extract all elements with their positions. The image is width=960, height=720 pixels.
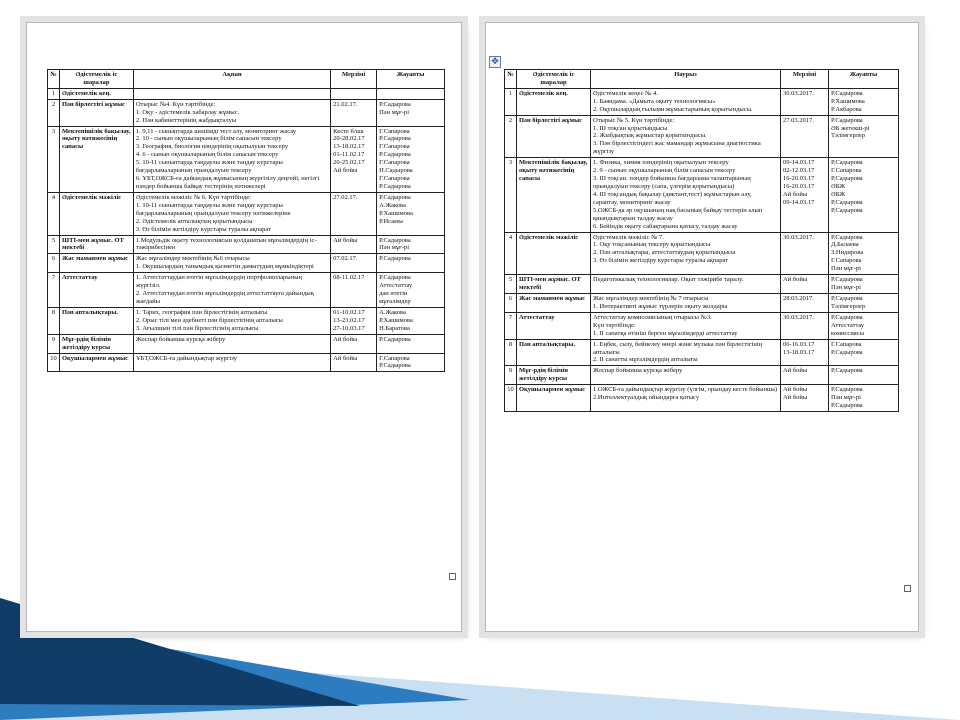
col-header-responsible: Жауапты xyxy=(377,70,445,89)
deadline-line: Ай бойы xyxy=(333,167,358,175)
table-row xyxy=(48,126,445,192)
responsible-line: Тәлімгерлер xyxy=(831,302,866,310)
document-page-march xyxy=(485,22,919,632)
deadline-cell xyxy=(781,385,829,412)
content-line: 1.Модульдік оқыту технологиясын қолданатын мұғалімдердің іс-тәжірибесінен xyxy=(135,236,317,252)
table-resize-icon-right[interactable] xyxy=(904,585,911,592)
responsible-line: Г.Сапарова xyxy=(831,340,862,348)
table-row xyxy=(505,275,899,294)
responsible-cell xyxy=(377,88,445,99)
plan-table-february xyxy=(47,69,445,372)
content-line: Жоспар бойынша курсқа жіберу xyxy=(593,367,683,375)
content-line: 2. Пән апталықтары, аттестаттаудың қорытындысы xyxy=(593,249,736,257)
content-line: 2. Оқушылардың ғылыми жұмыстарының қорытындысы. xyxy=(593,105,753,113)
section-cell: Мұғ-рдің білімін жетілдіру курсы xyxy=(517,366,591,385)
deadline-cell xyxy=(781,312,829,339)
deadline-cell xyxy=(781,158,829,232)
col-header-deadline: Мерзімі xyxy=(781,70,829,89)
responsible-cell xyxy=(377,334,445,353)
content-line: 1. Оқушылардың танымдық қызметін дамытудың мұмкіндіктері xyxy=(135,263,314,271)
content-line: 1. Оқу тоқсанының тексеру қорытындысы xyxy=(593,241,711,249)
content-line: 3. Ағылшын тілі пән бірлестігінің апталығы xyxy=(135,324,259,332)
col-header-activities: Әдістемелік іс шаралар xyxy=(59,70,133,89)
section-cell: Жас маманмен жұмыс xyxy=(517,293,591,312)
responsible-cell xyxy=(829,312,899,339)
plan-table-march xyxy=(504,69,899,412)
content-cell xyxy=(133,273,330,308)
deadline-cell xyxy=(331,353,377,372)
content-line: 4. 6 - сынып оқушыларының білім сапасын тексеру xyxy=(135,151,279,159)
responsible-line: Р.Садырова xyxy=(831,198,863,206)
responsible-line: Пән мұғ-рі xyxy=(831,284,861,292)
content-cell xyxy=(591,88,781,115)
content-line: 5.ОЖСБ-да әр оқушының нақ басының байқау тестерін алып қиындықтарын талдау жасау xyxy=(593,206,763,222)
row-number-cell: 2 xyxy=(505,115,517,158)
content-line: Жоспар бойынша курсқа жіберу xyxy=(135,335,226,343)
col-header-deadline: Мерзімі xyxy=(331,70,377,89)
deadline-line: 16-20.03.17 xyxy=(783,182,815,190)
content-line: Аттестаттау комиссиясының отырысы №3. xyxy=(593,313,712,321)
section-cell: Жас маманмен жұмыс xyxy=(59,254,133,273)
deadline-line: 30.03.2017. xyxy=(783,313,814,321)
table-row xyxy=(48,307,445,334)
deadline-line: 30.03.2017. xyxy=(783,89,814,97)
responsible-line: Р.Садырова xyxy=(379,182,411,190)
section-cell: Аттестаттау xyxy=(517,312,591,339)
responsible-cell xyxy=(377,254,445,273)
row-number-cell: 7 xyxy=(505,312,517,339)
row-number-cell: 10 xyxy=(48,353,60,372)
section-cell: ШТІ-мен жұмыс. ОТ мектебі xyxy=(517,275,591,294)
responsible-line: Аттестаттау xyxy=(831,321,865,329)
responsible-line: Р.Исаева xyxy=(379,217,403,225)
responsible-line: Г.Сапарова xyxy=(379,143,410,151)
content-cell xyxy=(133,307,330,334)
deadline-cell xyxy=(781,366,829,385)
section-cell: Мектепішілік бақылау, оқыту нәтижесінің сапасы xyxy=(59,126,133,192)
deadline-line: 07.02.17. xyxy=(333,255,358,263)
content-line: 1. 9,11 - сыныптарда шешімді тест алу, мониторинг жасау xyxy=(135,127,297,135)
deadline-cell xyxy=(781,339,829,366)
responsible-line: Пән мұғ-рі xyxy=(831,265,861,273)
deadline-cell xyxy=(331,273,377,308)
content-line: Отырыс №4. Күн тәртібінде: xyxy=(135,100,216,108)
responsible-line: Р.Хашимова xyxy=(379,209,413,217)
deadline-cell xyxy=(331,192,377,235)
table-row xyxy=(48,192,445,235)
content-line: Әдістемелік мәжіліс № 6. Күн тәртібінде: xyxy=(135,193,252,201)
responsible-cell xyxy=(829,158,899,232)
row-number-cell: 5 xyxy=(505,275,517,294)
responsible-line: Пән мұғ-рі xyxy=(379,108,410,116)
row-number-cell: 3 xyxy=(48,126,60,192)
row-number-cell: 10 xyxy=(505,385,517,412)
row-number-cell: 6 xyxy=(48,254,60,273)
table-row xyxy=(505,158,899,232)
content-line: 6. Бейіндік оқыту сабақтарына қатысу, талдау жасау xyxy=(593,222,738,230)
deadline-cell xyxy=(331,235,377,254)
row-number-cell: 1 xyxy=(48,88,60,99)
deadline-line: Ай бойы xyxy=(783,394,808,402)
content-line: Жас мұғалімдер мектебінің №6 отырысы xyxy=(135,255,250,263)
section-cell: Әдістемелік мәжіліс xyxy=(517,232,591,275)
responsible-line: Р.Садырова xyxy=(831,159,863,167)
responsible-line: Р.Садырова xyxy=(831,367,863,375)
deadline-cell xyxy=(781,88,829,115)
content-line: 2. 9 - сынып оқушыларының білім сапасын тексеру xyxy=(593,167,736,175)
content-line: 1. Баяндама. «Дамыта оқыту технологиясы» xyxy=(593,97,716,105)
table-header-row xyxy=(505,70,899,89)
content-line: Әдістемелік кеңес № 4. xyxy=(593,89,658,97)
responsible-cell xyxy=(829,115,899,158)
content-line: 2.Интеллектуалдық ойындарға қатысу xyxy=(593,394,700,402)
responsible-cell xyxy=(377,99,445,126)
section-cell: Әдістемелік кең. xyxy=(59,88,133,99)
responsible-line: З.Нидирова xyxy=(831,249,864,257)
responsible-line: Пән мұғ-рі xyxy=(831,394,861,402)
responsible-line: Р.Садырова xyxy=(379,255,411,263)
content-line: 1. Еңбек, сызу, бейнелеу өнері және музыка пән бірлестігінің апталығы xyxy=(593,340,763,356)
responsible-cell xyxy=(829,385,899,412)
section-cell: Оқушылармен жұмыс xyxy=(517,385,591,412)
content-line: 1. Аттестаттаудан өтетін мұғалімдердің портфолиоларының жүргізіл. xyxy=(135,274,302,290)
section-cell: Аттестаттау xyxy=(59,273,133,308)
responsible-cell xyxy=(377,192,445,235)
responsible-line: Р.Садырова xyxy=(379,135,411,143)
section-cell: Әдістемелік мәжіліс xyxy=(59,192,133,235)
section-cell: Мектепішілік бақылау, оқыту нәтижесінің сапасы xyxy=(517,158,591,232)
deadline-line: Ай бойы xyxy=(333,335,358,343)
responsible-line: Р.Садырова xyxy=(831,348,863,356)
table-resize-icon-left[interactable] xyxy=(449,573,456,580)
section-cell: Мұғ-рдің білімін жетілдіру курсы xyxy=(59,334,133,353)
col-header-month: Ақпан xyxy=(133,70,330,89)
responsible-line: А.Жакова xyxy=(379,201,406,209)
responsible-line: ӘБЖ xyxy=(831,182,846,190)
document-page-february xyxy=(26,22,462,632)
responsible-line: Р.Садырова xyxy=(379,100,411,108)
section-cell: Оқушылармен жұмыс xyxy=(59,353,133,372)
deadline-cell xyxy=(331,307,377,334)
deadline-line: 13-23.02.17 xyxy=(333,316,365,324)
row-number-cell: 7 xyxy=(48,273,60,308)
table-row xyxy=(505,366,899,385)
content-cell xyxy=(591,293,781,312)
row-number-cell: 2 xyxy=(48,99,60,126)
content-cell xyxy=(591,232,781,275)
content-cell xyxy=(591,312,781,339)
section-cell: Пән апталықтары. xyxy=(59,307,133,334)
row-number-cell: 6 xyxy=(505,293,517,312)
table-row xyxy=(48,334,445,353)
content-line: 1. Тарих, география пән бірлестігінің апталығы xyxy=(135,308,268,316)
responsible-line: Р.Акбарова xyxy=(831,105,862,113)
table-row xyxy=(505,385,899,412)
responsible-line: Р.Садырова xyxy=(831,402,863,410)
content-line: 1. Интерактивті жұмыс түрлерін оқыту жолдары xyxy=(593,302,728,310)
responsible-line: Р.Хашимова xyxy=(379,316,413,324)
responsible-line: Г.Сапарова xyxy=(379,175,410,183)
deadline-line: 16-20.03.17 xyxy=(783,175,815,183)
responsible-line: ӘБ жетекш-рі xyxy=(831,124,870,132)
table-row xyxy=(505,293,899,312)
content-cell xyxy=(591,385,781,412)
col-header-activities: Әдістемелік іс шаралар xyxy=(517,70,591,89)
responsible-cell xyxy=(829,232,899,275)
row-number-cell: 1 xyxy=(505,88,517,115)
deadline-cell xyxy=(781,232,829,275)
responsible-line: Р.Садырова xyxy=(379,274,411,282)
content-cell xyxy=(133,88,330,99)
content-line: 1.ОЖСБ-ға дайындықтар жүргізу (үлгім, орындау кесте бойынша) xyxy=(593,386,778,394)
table-header-row xyxy=(48,70,445,89)
content-line: 4. ІІІ тоқсандық бақылау (диктант,тест) жұмыстарын алу, сараптау, мониторинг жасау xyxy=(593,190,752,206)
responsible-line: Тәлімгерлер xyxy=(831,132,866,140)
content-cell xyxy=(591,158,781,232)
content-line: 3. География, биология пәндерінің оқытылуын тексеру xyxy=(135,143,289,151)
responsible-line: Р.Садырова xyxy=(379,335,411,343)
section-cell: Пән бірлестігі жұмыс xyxy=(59,99,133,126)
deadline-cell xyxy=(781,293,829,312)
row-number-cell: 8 xyxy=(48,307,60,334)
table-row xyxy=(505,232,899,275)
deadline-line: 09-14.03.17 xyxy=(783,159,815,167)
responsible-line: дан өтетін xyxy=(379,290,408,298)
deadline-line: 20-28.02.17 xyxy=(333,135,365,143)
deadline-line: 27.02.17. xyxy=(333,193,358,201)
table-row xyxy=(48,235,445,254)
col-header-month: Наурыз xyxy=(591,70,781,89)
deadline-line: Кесте б/ша xyxy=(333,127,364,135)
table-row xyxy=(505,88,899,115)
deadline-line: 27-10.03.17 xyxy=(333,324,365,332)
responsible-line: Г.Сапарова xyxy=(379,159,410,167)
row-number-cell: 8 xyxy=(505,339,517,366)
content-line: 1. ІІ санатқа өтініш берген мұғалімдерді аттестаттау xyxy=(593,329,738,337)
table-row xyxy=(48,88,445,99)
content-line: 5. 10-11 сыныптарда таңдаулы және таңдау курстары бағдарламаларының орындалуын тексеру xyxy=(135,159,283,175)
responsible-line: Р.Садырова xyxy=(831,386,863,394)
content-line: ҰБТ,ОЖСБ-ға дайындықтар жүргізу xyxy=(135,354,237,362)
deadline-line: Ай бойы xyxy=(783,190,808,198)
deadline-line: Ай бойы xyxy=(333,354,358,362)
responsible-line: Н.Садырова xyxy=(379,167,413,175)
content-line: 3. ІІІ тоқсан. пәндер бойынша бағдарлама талаптарының орындалуын тексеру (сапа, үлгерім қорытындысы) xyxy=(593,175,751,190)
responsible-cell xyxy=(829,366,899,385)
deadline-cell xyxy=(331,99,377,126)
responsible-cell xyxy=(829,293,899,312)
row-number-cell: 9 xyxy=(505,366,517,385)
section-cell: Пән бірлестігі жұмыс xyxy=(517,115,591,158)
content-cell xyxy=(591,366,781,385)
responsible-line: А.Жакова xyxy=(379,308,406,316)
col-header-responsible: Жауапты xyxy=(829,70,899,89)
content-line: 1. Физика, химия пәндерінің оқытылуын тексеру xyxy=(593,159,729,167)
row-number-cell: 3 xyxy=(505,158,517,232)
responsible-line: мұғалімдер xyxy=(379,297,411,305)
deadline-line: 30.03.2017. xyxy=(783,233,814,241)
content-line: 3. Пән бірлестігіндегі жас мамандар жұмысына диагностика жүргізу xyxy=(593,140,761,156)
responsible-line: Р.Садырова xyxy=(831,89,863,97)
responsible-line: Г.Сапарова xyxy=(379,127,410,135)
content-cell xyxy=(133,334,330,353)
responsible-line: Р.Садырова xyxy=(831,206,863,214)
section-cell: ШТІ-мен жұмыс. ОТ мектебі xyxy=(59,235,133,254)
col-header-number: № xyxy=(505,70,517,89)
table-row xyxy=(505,312,899,339)
deadline-line: 28.03.2017. xyxy=(783,294,814,302)
deadline-line: 21.02.17. xyxy=(333,100,358,108)
row-number-cell: 9 xyxy=(48,334,60,353)
deadline-line: 13-18.02.17 xyxy=(333,143,365,151)
deadline-line: 20-25.02.17 xyxy=(333,159,365,167)
col-header-number: № xyxy=(48,70,60,89)
deadline-line: Ай бойы xyxy=(783,386,808,394)
responsible-line: Р.Садырова xyxy=(379,151,411,159)
table-row xyxy=(48,254,445,273)
responsible-line: Аттестаттау xyxy=(379,282,413,290)
content-cell xyxy=(133,126,330,192)
responsible-line: Р.Садырова xyxy=(831,175,863,183)
content-cell xyxy=(133,254,330,273)
content-line: 1. 10-11 сыныптарда таңдаулы және таңдау курстары бағдарламаларының орындалуын тексеру нәтижелеріне xyxy=(135,201,291,217)
responsible-line: Р.Хашимова xyxy=(831,97,865,105)
deadline-line: Ай бойы xyxy=(783,276,808,284)
row-number-cell: 4 xyxy=(48,192,60,235)
content-line: Отырыс № 5. Күн тәртібінде: xyxy=(593,116,675,124)
table-row xyxy=(48,353,445,372)
responsible-line: Г.Сапарова xyxy=(379,354,410,362)
responsible-line: Р.Садырова xyxy=(379,236,411,244)
section-cell: Әдістемелік кең. xyxy=(517,88,591,115)
content-line: 2. Пән кабинеттерінің жабдықталуы xyxy=(135,116,237,124)
row-number-cell: 5 xyxy=(48,235,60,254)
responsible-line: Р.Садырова xyxy=(379,193,411,201)
content-line: 2. Аттестаттаудан өтетін мұғалімдердің аттестаттауға дайындық жағдайы xyxy=(135,290,314,305)
responsible-line: комиссиясы xyxy=(831,329,865,337)
deadline-cell xyxy=(781,115,829,158)
deadline-line: 01-11.02.17 xyxy=(333,151,365,159)
table-row xyxy=(48,99,445,126)
deadline-line: Ай бойы xyxy=(783,367,808,375)
deadline-line: 01-10.02.17 xyxy=(333,308,365,316)
responsible-line: Р.Садырова xyxy=(379,362,411,370)
content-cell xyxy=(133,192,330,235)
responsible-line: Г.Сапарова xyxy=(831,167,862,175)
deadline-line: 13-18.03.17 xyxy=(783,348,815,356)
responsible-line: Р.Садырова xyxy=(831,116,863,124)
responsible-line: Р.Садырова xyxy=(831,276,863,284)
table-row xyxy=(505,115,899,158)
content-cell xyxy=(133,353,330,372)
responsible-line: Р.Садырова xyxy=(831,294,863,302)
content-cell xyxy=(133,99,330,126)
content-line: Жас мұғалімдер мектебінің № 7 отырысы xyxy=(593,294,709,302)
content-line: 2. Жыбдықтық жұмыстар қорытындысы. xyxy=(593,132,707,140)
content-line: Күн тәртібінде: xyxy=(593,321,636,329)
responsible-cell xyxy=(377,307,445,334)
responsible-cell xyxy=(829,88,899,115)
table-row xyxy=(48,273,445,308)
responsible-line: Д.Балаева xyxy=(831,241,859,249)
table-move-icon[interactable]: ✥ xyxy=(489,56,501,68)
responsible-line: Г.Сапарова xyxy=(831,257,862,265)
deadline-cell xyxy=(331,88,377,99)
deadline-cell xyxy=(331,334,377,353)
deadline-line: Ай бойы xyxy=(333,236,358,244)
responsible-cell xyxy=(829,275,899,294)
content-line: 1. ІІІ тоқсан қорытындысы xyxy=(593,124,668,132)
content-line: Әдістемелік мәжіліс № 7. xyxy=(593,233,664,241)
deadline-line: 09-14.03.17 xyxy=(783,198,815,206)
responsible-line: ӘБЖ xyxy=(831,190,846,198)
content-line: 2. 10 - сынып оқушыларының білім сапасын тексеру xyxy=(135,135,282,143)
deadline-line: 06-16.03.17 xyxy=(783,340,815,348)
content-line: 1. Оқу - әдістемелік хабарлау жұмыс. xyxy=(135,108,240,116)
deadline-cell xyxy=(331,126,377,192)
responsible-line: Н.Баратова xyxy=(379,324,410,332)
responsible-cell xyxy=(377,353,445,372)
content-line: 2. ІІ санатты мұғалімдердің апталығы xyxy=(593,356,698,364)
row-number-cell: 4 xyxy=(505,232,517,275)
responsible-cell xyxy=(829,339,899,366)
deadline-cell xyxy=(781,275,829,294)
content-line: 3. Өз білімін жетілдіру курстары туралы ақпарат xyxy=(593,257,729,265)
responsible-cell xyxy=(377,126,445,192)
content-cell xyxy=(591,339,781,366)
content-cell xyxy=(591,115,781,158)
content-line: 3. Өз білімін жетілдіру курстары туралы ақпарат xyxy=(135,225,271,233)
responsible-line: Пән мұғ-рі xyxy=(379,244,410,252)
table-row xyxy=(505,339,899,366)
deadline-line: 02-12.03.17 xyxy=(783,167,815,175)
responsible-line: Р.Садырова xyxy=(831,313,863,321)
responsible-cell xyxy=(377,273,445,308)
deadline-line: 27.03.2017. xyxy=(783,116,814,124)
responsible-cell xyxy=(377,235,445,254)
content-line: 2. Әдістемелік апталықтың қорытындысы xyxy=(135,217,253,225)
responsible-line: Р.Садырова xyxy=(831,233,863,241)
content-line: 6. ҰБТ,ОЖСБ-ға дайындық жұмысының жүргізілу деңгейі, негізгі пәндер бойынша байқау тестерінің нәтижелері xyxy=(135,175,320,190)
content-cell xyxy=(133,235,330,254)
section-cell: Пән апталықтары. xyxy=(517,339,591,366)
deadline-cell xyxy=(331,254,377,273)
content-line: Педагогикалық технологиялар. Оқыт тәжірибе таралу. xyxy=(593,276,744,284)
content-cell xyxy=(591,275,781,294)
deadline-line: 08-11.02.17 xyxy=(333,274,365,282)
content-line: 2. Орыс тілі мен әдебиеті пән бірлестігінің апталығы xyxy=(135,316,283,324)
